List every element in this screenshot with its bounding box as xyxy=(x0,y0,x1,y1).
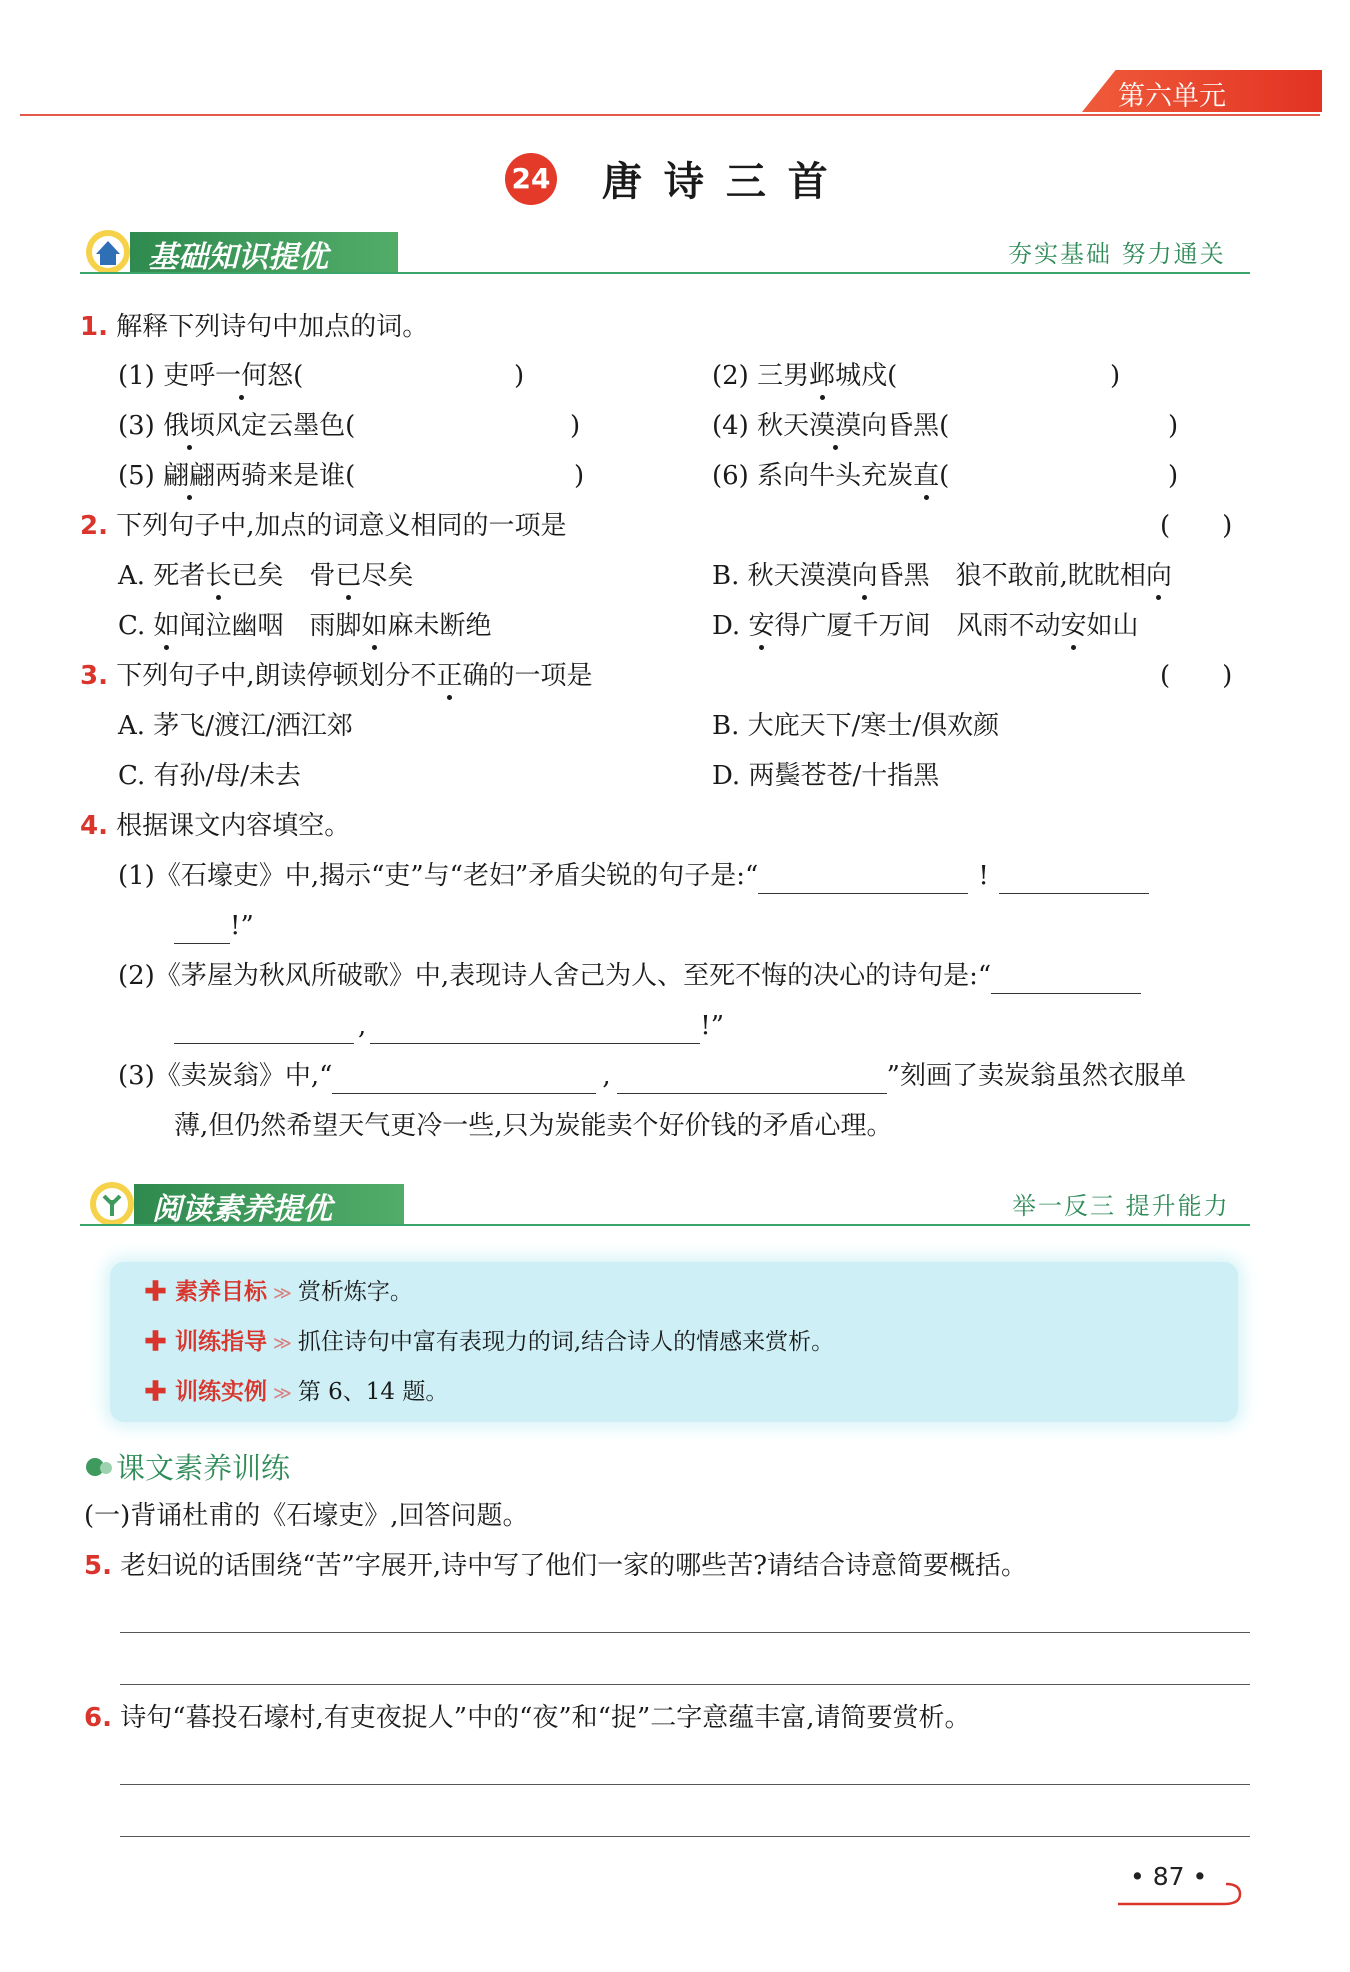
q1-item-1: (1) 吏呼一何怒( xyxy=(118,358,303,394)
section2-title: 阅读素养提优 xyxy=(152,1192,332,1227)
q2-answer-paren: ( ) xyxy=(1160,511,1233,541)
dotted-word: 漠漠 xyxy=(809,408,861,444)
q5: 5. 老妇说的话围绕“苦”字展开,诗中写了他们一家的哪些苦?请结合诗意简要概括。 xyxy=(84,1551,1028,1581)
q3-answer-paren: ( ) xyxy=(1160,661,1233,691)
tip-example: ✚ 训练实例 ≫ 第 6、14 题。 xyxy=(144,1378,449,1405)
dotted-word: 一何 xyxy=(215,358,267,394)
answer-line[interactable] xyxy=(120,1784,1250,1785)
q1-item-5-close: ) xyxy=(574,461,585,491)
fill-blank[interactable] xyxy=(991,963,1141,994)
q2-option-c: C. 如闻泣幽咽 雨脚如麻未断绝 xyxy=(118,608,492,644)
q1-item-2-close: ) xyxy=(1110,361,1121,391)
answer-line[interactable] xyxy=(120,1632,1250,1633)
tip-guide: ✚ 训练指导 ≫ 抓住诗句中富有表现力的词,结合诗人的情感来赏析。 xyxy=(144,1328,835,1355)
q3-option-b: B. 大庇天下/寒士/俱欢颜 xyxy=(712,711,1000,741)
section1-title: 基础知识提优 xyxy=(148,240,328,275)
tip-goal: ✚ 素养目标 ≫ 赏析炼字。 xyxy=(144,1278,413,1305)
fill-blank[interactable] xyxy=(758,863,968,894)
lesson-number-badge xyxy=(505,153,557,205)
q2-number: 2. xyxy=(80,511,108,541)
q1-item-4: (4) 秋天漠漠向昏黑( xyxy=(712,408,949,444)
q1-item-4-close: ) xyxy=(1168,411,1179,441)
q4-number: 4. xyxy=(80,811,108,841)
section2-rule xyxy=(80,1224,1250,1226)
q4-sub3: (3)《卖炭翁》中,“ , ”刻画了卖炭翁虽然衣服单 xyxy=(118,1058,1186,1094)
page-corner-icon xyxy=(1116,1870,1246,1910)
fill-blank[interactable] xyxy=(174,913,230,944)
unit-tab-label: 第六单元 xyxy=(1118,81,1226,112)
q1-item-3-close: ) xyxy=(570,411,581,441)
part1-heading: (一)背诵杜甫的《石壕吏》,回答问题。 xyxy=(84,1501,529,1531)
section1-motto: 夯实基础 努力通关 xyxy=(1008,240,1226,268)
fill-blank[interactable] xyxy=(332,1063,596,1094)
dotted-word: 直 xyxy=(913,458,939,494)
dotted-word: 翩翩 xyxy=(163,458,215,494)
q1-item-2: (2) 三男邺城戍( xyxy=(712,358,897,394)
subsection-title: 课文素养训练 xyxy=(116,1451,291,1485)
q1-number: 1. xyxy=(80,312,108,342)
q1-stem xyxy=(80,309,428,345)
dotted-word: 邺 xyxy=(809,358,835,394)
q6: 6. 诗句“暮投石壕村,有吏夜捉人”中的“夜”和“捉”二字意蕴丰富,请简要赏析。 xyxy=(84,1703,971,1733)
q2-option-d: D. 安得广厦千万间 风雨不动安如山 xyxy=(712,608,1139,644)
q4-sub2: (2)《茅屋为秋风所破歌》中,表现诗人舍己为人、至死不悔的决心的诗句是:“ xyxy=(118,958,1141,994)
page-number: • 87 • xyxy=(1130,1862,1208,1891)
q4-stem: 4. 根据课文内容填空。 xyxy=(80,811,351,841)
q2-stem: 2. 下列句子中,加点的词意义相同的一项是 xyxy=(80,511,567,541)
q2-option-a: A. 死者长已矣 骨已尽矣 xyxy=(118,558,413,594)
header-rule xyxy=(20,114,1320,116)
fill-blank[interactable] xyxy=(617,1063,887,1094)
q4-sub1-cont: !” xyxy=(174,908,254,944)
q4-sub3-cont: 薄,但仍然希望天气更冷一些,只为炭能卖个好价钱的矛盾心理。 xyxy=(174,1111,893,1141)
q3-option-c: C. 有孙/母/未去 xyxy=(118,761,302,791)
q6-number: 6. xyxy=(84,1703,112,1733)
q5-number: 5. xyxy=(84,1551,112,1581)
lesson-number: 24 xyxy=(511,162,551,195)
answer-line[interactable] xyxy=(120,1684,1250,1685)
q1-item-3: (3) 俄顷风定云墨色( xyxy=(118,408,355,444)
section1-rule xyxy=(80,272,1250,274)
lesson-title: 唐 诗 三 首 xyxy=(602,158,832,205)
answer-line[interactable] xyxy=(120,1836,1250,1837)
q3-stem: 3. 下列句子中,朗读停顿划分不正确的一项是 xyxy=(80,658,593,694)
fill-blank[interactable] xyxy=(174,1013,354,1044)
q1-item-6: (6) 系向牛头充炭直( xyxy=(712,458,949,494)
fill-blank[interactable] xyxy=(370,1013,700,1044)
dotted-word: 俄顷 xyxy=(163,408,215,444)
q1-text: 解释下列诗句中加点的词。 xyxy=(116,312,429,342)
q3-option-a: A. 茅飞/渡江/洒江郊 xyxy=(118,711,353,741)
q3-number: 3. xyxy=(80,661,108,691)
q4-sub2-cont: , !” xyxy=(174,1008,724,1044)
q3-option-d: D. 两鬓苍苍/十指黑 xyxy=(712,761,940,791)
q1-item-1-close: ) xyxy=(514,361,525,391)
q1-item-5: (5) 翩翩两骑来是谁( xyxy=(118,458,355,494)
section2-motto: 举一反三 提升能力 xyxy=(1012,1192,1230,1220)
q1-item-6-close: ) xyxy=(1168,461,1179,491)
fill-blank[interactable] xyxy=(999,863,1149,894)
q2-option-b: B. 秋天漠漠向昏黑 狼不敢前,眈眈相向 xyxy=(712,558,1172,594)
subsection-bullet-icon xyxy=(100,1462,112,1474)
q4-sub1: (1)《石壕吏》中,揭示“吏”与“老妇”矛盾尖锐的句子是:“ ! xyxy=(118,858,1149,894)
